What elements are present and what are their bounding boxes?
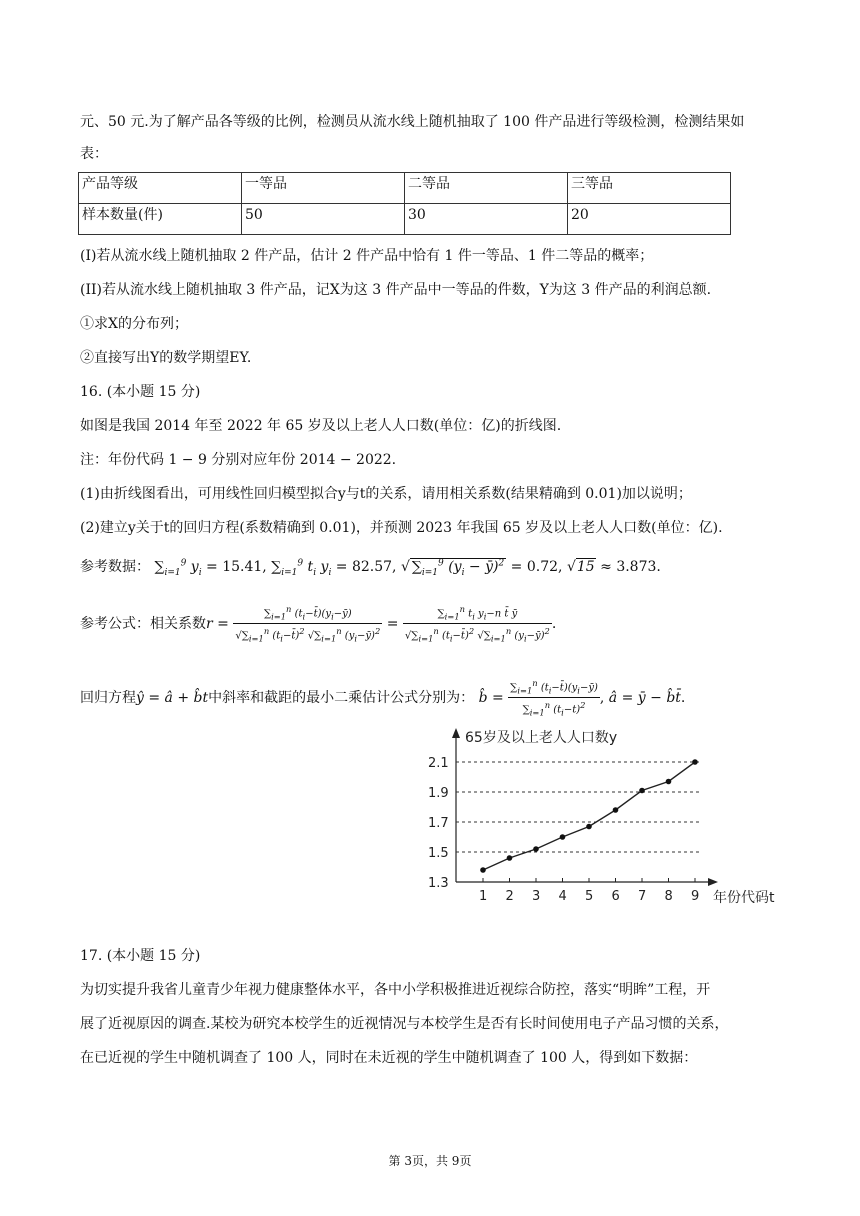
data-point (613, 807, 619, 813)
chart-title: 65岁及以上老人人口数y (465, 730, 618, 746)
data-point (507, 855, 513, 861)
q17-line2: 展了近视原因的调查.某校为研究本校学生的近视情况与本校学生是否有长时间使用电子产品习惯的关系， (80, 1016, 729, 1032)
y-tick-label: 2.1 (428, 756, 449, 771)
table-cell: 50 (242, 204, 405, 235)
q16-line2: 注：年份代码 1 − 9 分别对应年份 2014 − 2022. (80, 452, 397, 468)
q16-line4: (2)建立y关于t的回归方程(系数精确到 0.01)，并预测 2023 年我国 65 岁及以上老人人口数(单位：亿). (80, 520, 723, 536)
reference-formula: 参考公式：相关系数r = $\frac{\sum_{i=1}^n (t_i-t̄)(y_i-ȳ)}{√\sum_{i=1}^n (t_i-t̄)^2 √\sum_{i=1}^n (y_i-ȳ)^2}$ = $\frac{\sum_{i=1}^n t_i y_i-n t̄ ȳ}{√\sum_{i=1}^n (t_i-t̄)^2 √\sum_{i=1}^n (y_i-ȳ)^2}$ . (80, 604, 557, 644)
table-cell: 30 (405, 204, 568, 235)
x-axis-arrow (708, 878, 718, 886)
y-axis-arrow (452, 728, 460, 738)
x-axis-label: 年份代码t (713, 890, 775, 906)
data-point (480, 867, 486, 873)
y-tick-label: 1.7 (428, 816, 449, 831)
x-tick-label: 4 (558, 889, 567, 904)
data-point (692, 759, 698, 765)
table-cell: 二等品 (405, 173, 568, 204)
intro-line-2: 表： (80, 146, 108, 162)
regression-text: 中斜率和截距的最小二乘估计公式分别为： (208, 689, 475, 706)
x-tick-label: 1 (479, 889, 488, 904)
reference-data-label: 参考数据： (80, 559, 150, 575)
q17-line1: 为切实提升我省儿童青少年视力健康整体水平，各中小学积极推进近视综合防控，落实“明眸”工程，开 (80, 982, 711, 998)
y-tick-label: 1.9 (428, 786, 449, 801)
data-point (666, 779, 672, 785)
data-point (533, 846, 539, 852)
regression-formula: 回归方程ŷ = â + b̂t中斜率和截距的最小二乘估计公式分别为： b̂ = $\frac{\sum_{i=1}^n (t_i-t̄)(y_i-ȳ)}{\sum_{i=1}^n (t_i-t)^2}$ , â = ȳ − b̂t̄. (80, 678, 686, 718)
y-tick-label: 1.3 (428, 876, 449, 891)
grade-table (78, 172, 731, 235)
x-tick-label: 7 (638, 889, 647, 904)
y-tick-label: 1.5 (428, 846, 449, 861)
x-tick-label: 9 (691, 889, 700, 904)
table-cell: 一等品 (242, 173, 405, 204)
data-point (560, 834, 566, 840)
q16-heading: 16. (本小题 15 分) (80, 384, 201, 400)
series-line (483, 762, 695, 870)
q17-line3: 在已近视的学生中随机调查了 100 人，同时在未近视的学生中随机调查了 100 人，得到如下数据： (80, 1050, 698, 1066)
x-tick-label: 6 (611, 889, 620, 904)
data-point (639, 788, 645, 794)
q16-line1: 如图是我国 2014 年至 2022 年 65 岁及以上老人人口数(单位：亿)的折线图. (80, 418, 562, 434)
reference-data: 参考数据： $\sum_{i=1}^9$ $y_i = 15.41$, $\sum_{i=1}^9$ $t_i$ $y_i = 82.57$, √ $\sum_{i=1}^9$ ($y_i$ − ȳ)$^2$ = 0.72, √15 ≈ 3.873. (80, 558, 661, 578)
table-cell: 20 (568, 204, 731, 235)
table-cell: 产品等级 (79, 173, 242, 204)
x-tick-label: 5 (585, 889, 594, 904)
table-cell: 三等品 (568, 173, 731, 204)
x-tick-label: 8 (664, 889, 673, 904)
q15-sub2: ②直接写出Y的数学期望EY. (80, 350, 252, 366)
data-point (586, 824, 592, 830)
q16-line3: (1)由折线图看出，可用线性回归模型拟合y与t的关系，请用相关系数(结果精确到 0.01)加以说明； (80, 486, 692, 502)
page-footer: 第 3页，共 9页 (388, 1154, 472, 1168)
table-row (79, 173, 731, 204)
intro-line-1: 元、50 元.为了解产品各等级的比例，检测员从流水线上随机抽取了 100 件产品进行等级检测，检测结果如 (80, 114, 745, 130)
population-line-chart (410, 720, 790, 910)
reference-formula-label: 参考公式：相关系数 (80, 615, 206, 632)
x-tick-label: 3 (532, 889, 541, 904)
x-tick-label: 2 (505, 889, 514, 904)
table-cell: 样本数量(件) (79, 204, 242, 235)
table-row (79, 204, 731, 235)
q17-heading: 17. (本小题 15 分) (80, 948, 201, 964)
q15-part2: (II)若从流水线上随机抽取 3 件产品，记X为这 3 件产品中一等品的件数，Y为这 3 件产品的利润总额. (80, 282, 712, 298)
regression-label: 回归方程 (80, 689, 136, 706)
q15-sub1: ①求X的分布列； (80, 316, 188, 332)
q15-part1: (I)若从流水线上随机抽取 2 件产品，估计 2 件产品中恰有 1 件一等品、1 件二等品的概率； (80, 248, 654, 264)
